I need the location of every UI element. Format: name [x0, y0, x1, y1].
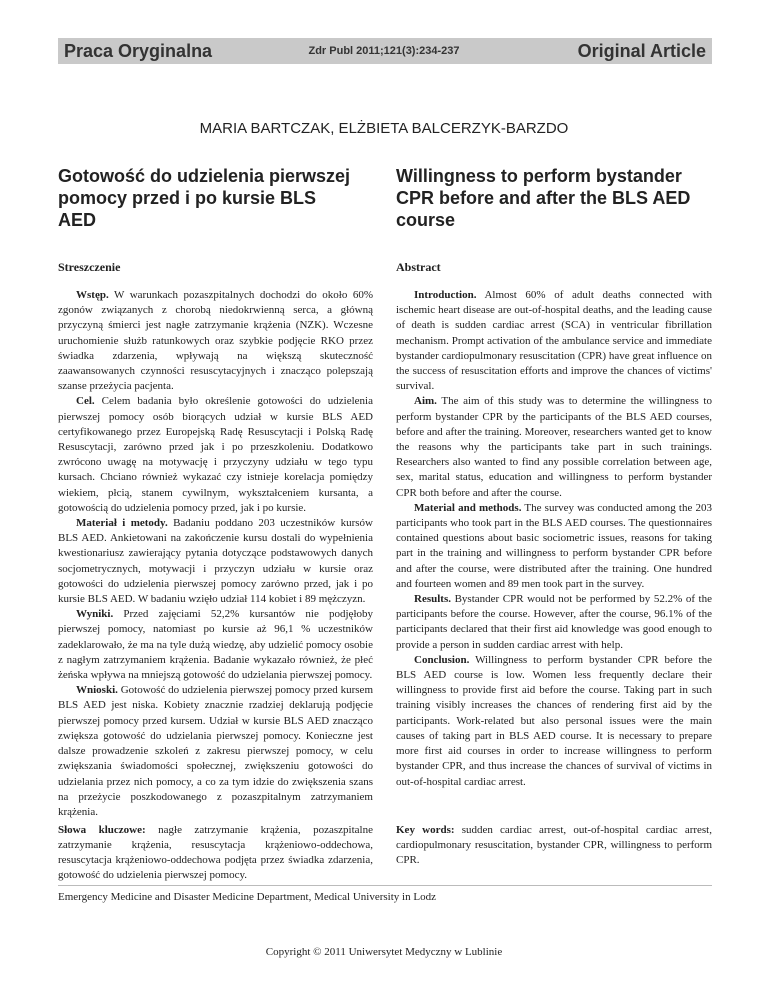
keywords-text: sudden cardiac arrest, out-of-hospital cardiac arrest, cardiopulmonary resuscitation, bystander CPR, willingness to perform CPR. — [396, 824, 712, 866]
keywords-label: Key words: — [396, 824, 455, 836]
abstract-polish — [58, 288, 373, 820]
paragraph-text: Almost 60% of adult deaths connected with ischemic heart disease are out-of-hospital deaths, and the leading cause of death is sudden cardiac arrest (SCA) in ventricular fibrillation mechanism. Prompt activation of the ambulance service and immediate bystander cardiopulmonary resuscitation (CPR) have great influence on the success of resuscitation efforts and improve the chances of victims' survival. — [396, 289, 712, 393]
abstract-english — [396, 288, 712, 790]
paragraph-text: Przed zajęciami 52,2% kursantów nie podjęłoby pierwszej pomocy, natomiast po kursie aż 96,1 % uczestników zadeklarowało, że ma na tyle dużą wiedzę, aby udzielić pomocy osobie z nagłym zatrzymaniem krążenia. Badanie wykazało również, że płeć żeńska wpływa na mniejszą gotowość do udzielania pierwszej pomocy. — [58, 608, 373, 682]
keywords-polish — [58, 823, 373, 883]
journal-citation: Zdr Publ 2011;121(3):234-237 — [308, 45, 460, 57]
paragraph-label: Conclusion. — [414, 653, 470, 666]
abstract-paragraph — [58, 394, 373, 516]
paragraph-text: Badaniu poddano 203 uczestników kursów BLS AED. Ankietowani na zakończenie kursu dostali do wypełnienia kwestionariusz zawierający pytania dotyczące podstawowych danych socjometrycznych, motywacji i przyczyn udziału w kursie oraz gotowości do udzielenia pierwszej pomocy zarówno przed, jak i po kursie BLS AED. W badaniu wzięło udział 114 kobiet i 89 mężczyzn. — [58, 517, 373, 606]
paragraph-label: Wstęp. — [76, 289, 109, 301]
paragraph-label: Results. — [414, 593, 451, 606]
paragraph-text: Gotowość do udzielenia pierwszej pomocy przed kursem BLS AED jest niska. Kobiety znacznie rzadziej deklarują podjęcie pierwszej pomocy przed kursem. Udział w kursie BLS AED znacząco zwiększa gotowość do udzielania pierwszej pomocy. Konieczne jest dalsze prowadzenie szkoleń z zakresu pierwszej pomocy, w celu zwiększania świadomości społecznej, zwiększeniu gotowości do udzielania przez nich pomocy, a co za tym idzie do zwiększenia szans na przeżycie poszkodowanego z pozaszpitalnym zatrzymaniem krążenia. — [58, 684, 373, 818]
keywords-label: Słowa kluczowe: — [58, 824, 146, 836]
affiliation: Emergency Medicine and Disaster Medicine Department, Medical University in Lodz — [58, 891, 436, 903]
section-heading-english: Abstract — [396, 260, 441, 274]
abstract-paragraph — [396, 394, 712, 500]
paragraph-label: Introduction. — [414, 289, 477, 301]
section-heading-polish: Streszczenie — [58, 260, 121, 274]
abstract-paragraph — [396, 653, 712, 790]
paragraph-label: Cel. — [76, 395, 95, 408]
abstract-paragraph — [58, 683, 373, 820]
header-label-english: Original Article — [577, 41, 706, 61]
abstract-paragraph — [58, 288, 373, 394]
abstract-paragraph — [58, 607, 373, 683]
keywords-text: nagłe zatrzymanie krążenia, pozaszpitalne zatrzymanie krążenia, resuscytacja krążeniowo-oddechowa, resuscytacja krążeniowo-oddechowa podjęta przez świadka zdarzenia, gotowość do udzielenia pierwszej pomocy. — [58, 824, 373, 881]
header-label-polish: Praca Oryginalna — [64, 41, 213, 61]
keywords-english — [396, 823, 712, 868]
paragraph-text: Bystander CPR would not be performed by 52.2% of the participants before the course. However, after the course, 96.1% of the participants declared that their first aid knowledge was good enough to provide a person in sudden cardiac arrest with help. — [396, 593, 712, 651]
footer-divider — [58, 885, 712, 886]
paragraph-label: Material and methods. — [414, 501, 522, 514]
abstract-paragraph — [396, 592, 712, 653]
paragraph-text: The survey was conducted among the 203 participants who took part in the BLS AED courses. The questionnaires contained questions about basic sociometric issues, reasons for taking part in the training and willingness to perform bystander CPR before and after the course, were distributed after the training. One hundred and fourteen women and 89 men took part in the survey. — [396, 501, 712, 590]
copyright: Copyright © 2011 Uniwersytet Medyczny w Lublinie — [265, 946, 503, 958]
paragraph-label: Aim. — [414, 395, 437, 408]
title-polish: Gotowość do udzielenia pierwszej pomocy przed i po kursie BLS AED — [58, 166, 351, 230]
abstract-paragraph — [396, 288, 712, 394]
paragraph-text: Celem badania było określenie gotowości do udzielenia pierwszej pomocy osób biorących udział w kursie BLS AED certyfikowanego przez Europejską Radę Resuscytacji i Polską Radę Resuscytacji, zarówno przed jak i po przeszkoleniu. Dodatkowo zwrócono uwagę na motywację i przyczyny udziału w tego typu kursach. Chciano również wykazać czy istnieje korelacja pomiędzy wiekiem, płcią, stanem cywilnym, wykształceniem kursanta, a gotowością do udzielenia pomocy przed, jak i po kursie. — [58, 395, 373, 514]
paragraph-label: Wnioski. — [76, 684, 118, 697]
abstract-paragraph — [58, 516, 373, 607]
title-english: Willingness to perform bystander CPR before and after the BLS AED course — [396, 166, 691, 230]
paragraph-text: W warunkach pozaszpitalnych dochodzi do około 60% zgonów związanych z chorobą niedokrwienną serca, a główną przyczyną śmierci jest nagłe zatrzymanie krążenia (NZK). Wczesne uruchomienie służb ratunkowych oraz szybkie podjęcie RKO przez świadka zdarzenia, wpływają na większą skuteczność zaawansowanych czynności resuscytacyjnych i znacząco polepszają szanse przeżycia pacjenta. — [58, 289, 373, 393]
paragraph-label: Wyniki. — [76, 608, 114, 621]
authors: MARIA BARTCZAK, ELŻBIETA BALCERZYK-BARZDO — [199, 120, 569, 137]
abstract-paragraph — [396, 501, 712, 592]
paragraph-text: The aim of this study was to determine the willingness to perform bystander CPR by the participants of the BLS AED courses, before and after the training. Moreover, researchers wanted get to know the reasons why the participants take part in such trainings. Researchers also wanted to find any possible correlation between age, sex, marital status, education and willingness to perform bystander CPR both before and after the course. — [396, 395, 712, 499]
paragraph-text: Willingness to perform bystander CPR before the BLS AED course is low. Women less frequently declare their willingness to provide first aid before the course. Taking part in such training visibly increases the chances of rendering first aid by the participants. Work-related but also personal issues were the main causes of taking part in BLS AED course. It is necessary to prepare more first aid courses in order to increase willingness to perform bystander CPR, and thus increase the chances of survival of victims in out-of-hospital cardiac arrest. — [396, 653, 712, 788]
paragraph-label: Materiał i metody. — [76, 517, 168, 530]
